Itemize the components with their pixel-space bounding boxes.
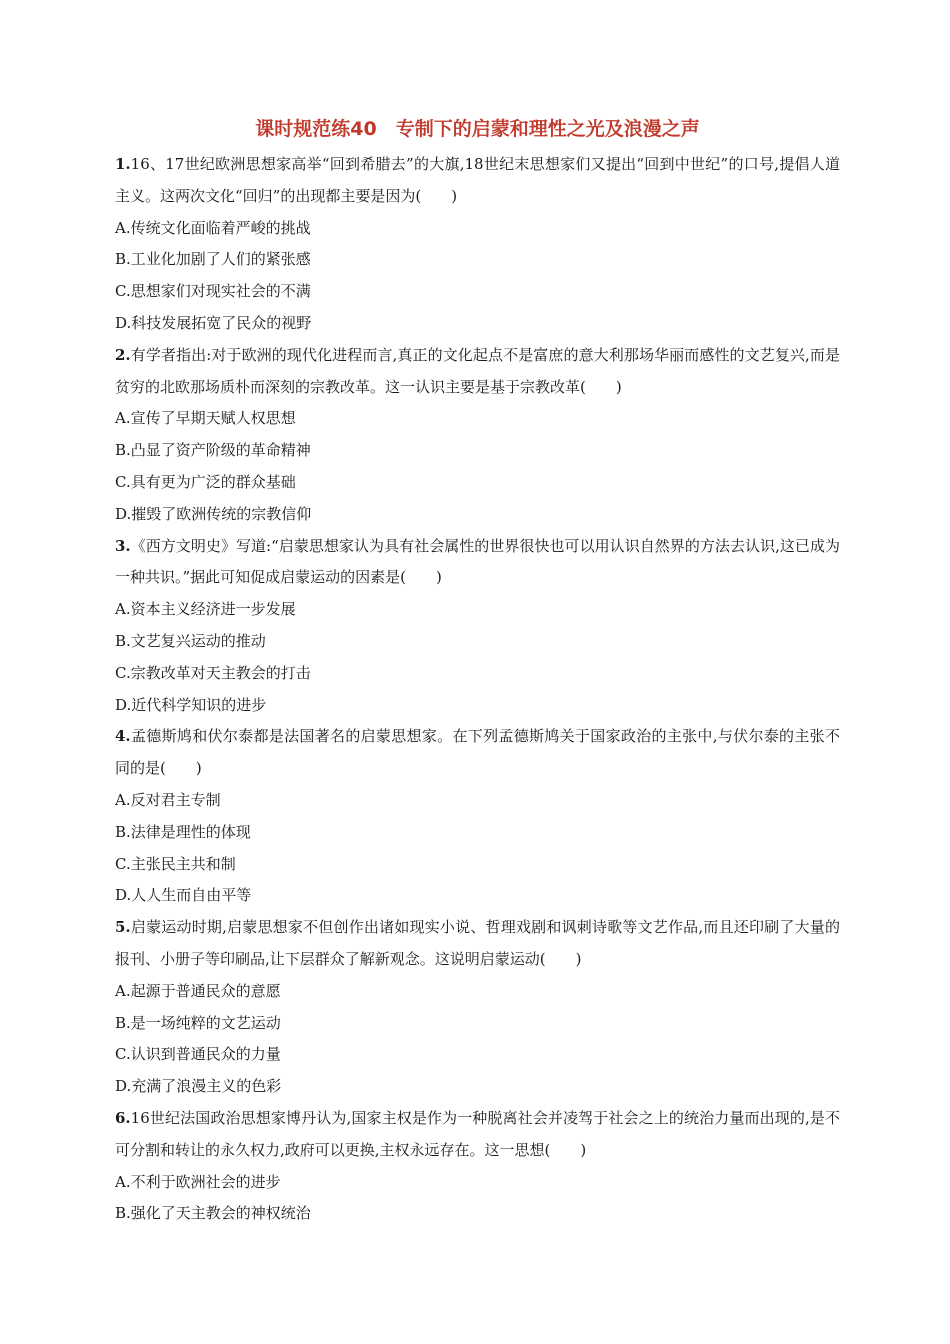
question-2 [115,340,840,531]
page-title: 课时规范练40 专制下的启蒙和理性之光及浪漫之声 [255,118,700,140]
question-number: 4. [115,727,131,746]
question-text: 16、17世纪欧洲思想家高举“回到希腊去”的大旗,18世纪末思想家们又提出“回到中世纪”的口号,提倡人道主义。这两次文化“回归”的出现都主要是因为( ) [115,155,840,205]
option-b: B.凸显了资产阶级的革命精神 [115,441,311,460]
question-number: 1. [115,155,131,173]
question-stem [115,1103,840,1167]
question-6 [115,1103,840,1230]
option-b: B.是一场纯粹的文艺运动 [115,1013,281,1032]
option-d: D.近代科学知识的进步 [115,695,267,714]
option-b: B.强化了天主教会的神权统治 [115,1204,311,1223]
question-text: 16世纪法国政治思想家博丹认为,国家主权是作为一种脱离社会并凌驾于社会之上的统治力量而出现的,是不可分割和转让的永久权力,政府可以更换,主权永远存在。这一思想( ) [115,1108,840,1159]
question-text: 孟德斯鸠和伏尔泰都是法国著名的启蒙思想家。在下列孟德斯鸠关于国家政治的主张中,与伏尔泰的主张不同的是( ) [115,727,840,778]
option-d: D.科技发展拓宽了民众的视野 [115,313,312,332]
question-number: 5. [115,918,131,937]
option-c: C.宗教改革对天主教会的打击 [115,663,311,682]
option-d: D.摧毁了欧洲传统的宗教信仰 [115,504,312,523]
option-c: C.认识到普通民众的力量 [115,1045,281,1064]
option-a: A.反对君主专制 [115,790,221,809]
question-number: 3. [115,536,131,555]
option-d: D.充满了浪漫主义的色彩 [115,1077,282,1096]
question-stem [115,149,840,213]
option-a: A.起源于普通民众的意愿 [115,981,281,1000]
question-stem [115,721,840,785]
question-text: 《西方文明史》写道:“启蒙思想家认为具有社会属性的世界很快也可以用认识自然界的方法去认识,这已成为一种共识。”据此可知促成启蒙运动的因素是( ) [115,536,840,587]
option-a: A.不利于欧洲社会的进步 [115,1172,281,1191]
question-3 [115,531,840,722]
question-stem [115,340,840,404]
option-a: A.宣传了早期天赋人权思想 [115,409,296,428]
option-a: A.资本主义经济进一步发展 [115,600,296,619]
question-stem [115,912,840,976]
option-a: A.传统文化面临着严峻的挑战 [115,218,311,237]
question-number: 6. [115,1108,131,1127]
question-1 [115,149,840,340]
question-number: 2. [115,345,131,364]
option-c: C.主张民主共和制 [115,854,236,873]
option-c: C.具有更为广泛的群众基础 [115,472,296,491]
option-b: B.法律是理性的体现 [115,822,251,841]
option-c: C.思想家们对现实社会的不满 [115,282,311,301]
option-d: D.人人生而自由平等 [115,886,252,905]
option-b: B.文艺复兴运动的推动 [115,631,266,650]
question-text: 有学者指出:对于欧洲的现代化进程而言,真正的文化起点不是富庶的意大利那场华丽而感性的文艺复兴,而是贫穷的北欧那场质朴而深刻的宗教改革。这一认识主要是基于宗教改革( ) [115,345,840,396]
question-stem [115,531,840,595]
document-page [115,115,840,1230]
question-4 [115,721,840,912]
option-b: B.工业化加剧了人们的紧张感 [115,250,311,269]
question-5 [115,912,840,1103]
question-text: 启蒙运动时期,启蒙思想家不但创作出诸如现实小说、哲理戏剧和讽刺诗歌等文艺作品,而且还印刷了大量的报刊、小册子等印刷品,让下层群众了解新观念。这说明启蒙运动( ) [115,918,840,968]
